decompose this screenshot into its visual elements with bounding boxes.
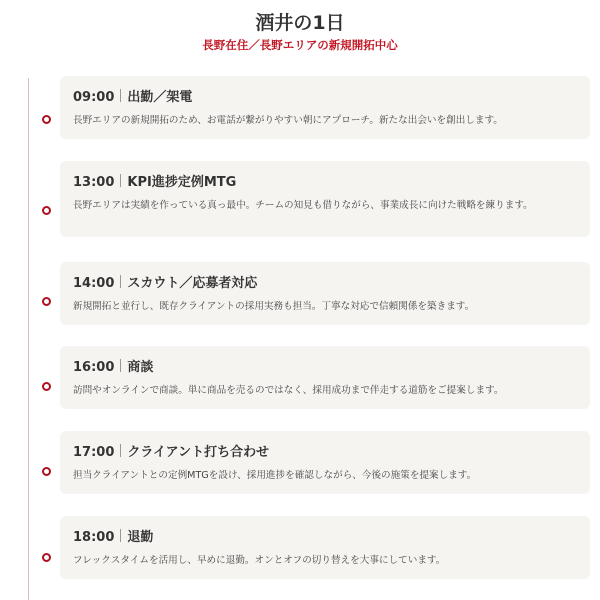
schedule-time: 17:00 [73, 445, 115, 460]
timeline-dot-icon [42, 553, 51, 562]
schedule-description: フレックスタイムを活用し、早めに退勤。オンとオフの切り替えを大事にしています。 [73, 555, 446, 566]
timeline-dot-icon [42, 467, 51, 476]
schedule-time: 18:00 [73, 530, 115, 545]
schedule-card-heading [73, 529, 578, 547]
schedule-activity: 商談 [127, 360, 154, 375]
schedule-time: 13:00 [73, 175, 115, 190]
page-subtitle: 長野在住／長野エリアの新規開拓中心 [202, 38, 398, 52]
schedule-card-heading [73, 444, 578, 462]
schedule-activity: KPI進捗定例MTG [127, 175, 237, 190]
schedule-description: 新規開拓と並行し、既存クライアントの採用実務も担当。丁寧な対応で信頼関係を築きます。 [73, 301, 475, 312]
schedule-card [60, 346, 590, 409]
schedule-description: 長野エリアは実績を作っている真っ最中。チームの知見も借りながら、事業成長に向けた戦略を練ります。 [73, 200, 533, 211]
schedule-activity: スカウト／応募者対応 [127, 276, 258, 291]
schedule-time: 09:00 [73, 90, 115, 105]
schedule-card-heading [73, 275, 578, 293]
schedule-activity: クライアント打ち合わせ [127, 445, 270, 460]
schedule-card [60, 76, 590, 139]
schedule-activity: 出勤／架電 [127, 90, 193, 105]
timeline-line [28, 78, 29, 600]
schedule-card [60, 516, 590, 579]
heading-separator [120, 529, 121, 542]
page-header [0, 10, 600, 53]
timeline-dot-icon [42, 115, 51, 124]
heading-separator [120, 359, 121, 372]
schedule-card-heading [73, 359, 578, 377]
schedule-card-heading [73, 174, 578, 192]
heading-separator [120, 174, 121, 187]
heading-separator [120, 89, 121, 102]
schedule-card [60, 161, 590, 237]
heading-separator [120, 444, 121, 457]
schedule-description: 長野エリアの新規開拓のため、お電話が繋がりやすい朝にアプローチ。新たな出会いを創出します。 [73, 115, 503, 126]
schedule-card-heading [73, 89, 578, 107]
schedule-time: 16:00 [73, 360, 115, 375]
schedule-time: 14:00 [73, 276, 115, 291]
schedule-card [60, 431, 590, 494]
schedule-activity: 退勤 [127, 530, 154, 545]
timeline-dot-icon [42, 297, 51, 306]
timeline-dot-icon [42, 206, 51, 215]
page-title: 酒井の1日 [255, 12, 345, 34]
schedule-card [60, 262, 590, 325]
timeline-dot-icon [42, 382, 51, 391]
heading-separator [120, 275, 121, 288]
schedule-description: 担当クライアントとの定例MTGを設け、採用進捗を確認しながら、今後の施策を提案します。 [73, 470, 477, 481]
schedule-description: 訪問やオンラインで商談。単に商品を売るのではなく、採用成功まで伴走する道筋をご提案します。 [73, 385, 504, 396]
